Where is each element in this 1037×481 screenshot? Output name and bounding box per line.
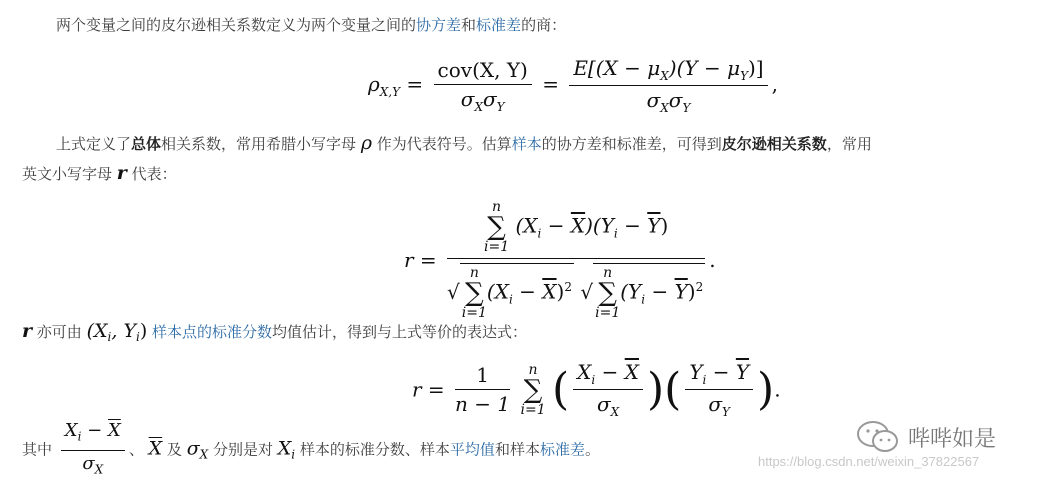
formula-population-correlation bbox=[368, 56, 778, 115]
numerator: cov(X, Y) bbox=[437, 57, 528, 82]
sigma: σ bbox=[646, 88, 661, 112]
sub: i bbox=[107, 330, 112, 344]
text: 。 bbox=[584, 440, 600, 459]
subscript: X,Y bbox=[379, 85, 401, 99]
wechat-icon bbox=[856, 420, 900, 454]
wechat-watermark bbox=[856, 420, 996, 454]
text: ，常用 bbox=[826, 135, 872, 153]
minus: − bbox=[617, 213, 648, 238]
square: 2 bbox=[695, 279, 704, 294]
math: (X bbox=[86, 320, 108, 342]
text: 样本点的 bbox=[147, 323, 213, 341]
text: 其中 bbox=[22, 440, 57, 459]
bold-total: 总体 bbox=[131, 135, 162, 153]
x-bar: $\overline{X}$ bbox=[624, 360, 639, 384]
text: 和样本 bbox=[494, 440, 540, 459]
fraction-x bbox=[573, 360, 643, 419]
comma: , bbox=[771, 72, 778, 96]
square: 2 bbox=[564, 279, 572, 294]
sum-bottom: i=1 bbox=[520, 401, 546, 418]
term: ) bbox=[660, 213, 669, 238]
text: 均值估计，得到与上式等价的表达式： bbox=[272, 323, 528, 341]
math: , Y bbox=[111, 320, 136, 342]
sub: i bbox=[537, 226, 542, 241]
paragraph-standard-score bbox=[22, 318, 527, 350]
numerator: )] bbox=[748, 56, 764, 80]
minus: − bbox=[541, 213, 571, 238]
period: . bbox=[774, 377, 781, 402]
minus: − bbox=[706, 360, 736, 384]
wechat-name: 哔哔如是 bbox=[908, 426, 997, 452]
sub: i bbox=[613, 226, 618, 241]
sub: i bbox=[77, 429, 82, 444]
sqrt-y: √n ∑ $i=1(Y_i - \overline{Y})^2$ bbox=[580, 265, 704, 321]
period: . bbox=[709, 248, 716, 272]
formula-sample-correlation bbox=[404, 200, 716, 320]
math: ) bbox=[139, 320, 148, 342]
term: )(Y bbox=[585, 213, 614, 238]
text: 作为代表符号。估算 bbox=[371, 135, 512, 153]
link-mean[interactable]: 平均值 bbox=[449, 440, 495, 459]
minus: − bbox=[512, 279, 543, 304]
text: 亦可由 bbox=[32, 323, 87, 341]
x: X bbox=[577, 360, 592, 384]
equals: = bbox=[427, 377, 445, 402]
sigma-sum: ∑ bbox=[598, 278, 617, 308]
link-standard-score[interactable]: 标准分数 bbox=[212, 323, 273, 341]
csdn-watermark: https://blog.csdn.net/weixin_37822567 bbox=[758, 454, 980, 469]
minus: − bbox=[645, 279, 675, 304]
sub: i bbox=[508, 292, 513, 307]
sigma: σ bbox=[668, 88, 683, 112]
fraction bbox=[569, 56, 767, 115]
x-bar: $\overline{X}$ bbox=[148, 437, 163, 460]
sum-bottom: i=1 bbox=[595, 305, 621, 321]
sub: i bbox=[591, 373, 596, 387]
x: X bbox=[64, 420, 78, 441]
bold-pearson: 皮尔逊相关系数 bbox=[721, 135, 827, 153]
text: 和 bbox=[461, 16, 477, 34]
sigma: σ bbox=[82, 452, 95, 474]
sub: X bbox=[94, 462, 104, 477]
sub: i bbox=[291, 447, 296, 462]
sub: X bbox=[660, 69, 669, 83]
paragraph-notes bbox=[22, 420, 600, 480]
sub: X bbox=[660, 101, 669, 115]
r-symbol: r bbox=[404, 248, 414, 272]
paragraph-sample bbox=[56, 130, 872, 157]
text: 上式定义了 bbox=[56, 135, 132, 153]
sub: Y bbox=[682, 101, 691, 115]
sigma-sum: ∑ bbox=[523, 374, 543, 405]
text: 代表： bbox=[126, 165, 177, 183]
r-symbol: r bbox=[22, 320, 33, 342]
text: 的商： bbox=[521, 16, 567, 34]
term: (X bbox=[515, 213, 538, 238]
summation bbox=[462, 266, 487, 320]
term: (X bbox=[486, 279, 509, 304]
sigma: σ bbox=[708, 392, 723, 416]
equals: = bbox=[419, 248, 437, 272]
minus: − bbox=[81, 420, 108, 441]
text: 英文小写字母 bbox=[22, 165, 117, 183]
summation bbox=[595, 266, 620, 320]
sum-top: n bbox=[603, 265, 613, 281]
sigma-sum: ∑ bbox=[465, 278, 484, 308]
sub: Y bbox=[722, 405, 730, 419]
y-bar: $\overline{Y}$ bbox=[735, 360, 750, 384]
numerator: )(Y − μ bbox=[668, 56, 741, 80]
text: 的协方差和标准差，可得到 bbox=[541, 135, 722, 153]
text: 分别是对 bbox=[208, 440, 278, 459]
math: X bbox=[277, 437, 292, 460]
sigma: σ bbox=[460, 86, 475, 111]
minus: − bbox=[595, 360, 625, 384]
y: Y bbox=[689, 360, 703, 384]
numerator: E[(X − μ bbox=[573, 56, 661, 80]
fraction-standard-score bbox=[61, 420, 125, 480]
fraction bbox=[455, 363, 510, 416]
formula-standard-score-correlation: r = $\frac{1}{n - 1}$ n ∑ i=1 ( $\frac{X_i - \overline{X}}{\sigma_X}$ )( $\frac{Y_i - \overline{Y}}{\sigma_Y}$ ). bbox=[412, 360, 781, 419]
text: 及 bbox=[162, 440, 187, 459]
sum-bottom: i=1 bbox=[484, 239, 510, 255]
y-bar: $\overline{Y}$ bbox=[674, 279, 688, 304]
rho-symbol: ρ bbox=[368, 72, 380, 96]
sigma: σ bbox=[483, 86, 497, 111]
x-bar: $\overline{X}$ bbox=[570, 213, 586, 238]
link-standard-deviation[interactable]: 标准差 bbox=[476, 16, 522, 34]
r-symbol: r bbox=[116, 162, 127, 184]
paragraph-sample-line2 bbox=[22, 160, 177, 187]
x-bar: $\overline{X}$ bbox=[107, 420, 121, 441]
sub: i bbox=[702, 373, 707, 387]
sub: i bbox=[641, 292, 646, 307]
r-symbol: r bbox=[412, 377, 422, 402]
sigma: σ bbox=[186, 437, 200, 460]
summation bbox=[520, 363, 545, 417]
equals: = bbox=[406, 72, 424, 96]
sub: X bbox=[474, 99, 483, 114]
link-standard-deviation[interactable]: 标准差 bbox=[539, 440, 585, 459]
sub: X bbox=[199, 447, 209, 462]
fraction bbox=[434, 58, 532, 114]
sub: Y bbox=[496, 99, 505, 114]
sum-top: n bbox=[492, 199, 502, 215]
sub: i bbox=[135, 330, 140, 344]
text: 样本的标准分数、样本 bbox=[295, 440, 450, 459]
n-minus-1: n − 1 bbox=[455, 392, 511, 416]
fraction bbox=[447, 200, 705, 320]
fraction-y bbox=[685, 360, 753, 419]
x-bar: $\overline{X}$ bbox=[542, 279, 557, 304]
y-bar: $\overline{Y}$ bbox=[647, 213, 661, 238]
sub: X bbox=[610, 405, 620, 419]
sigma: σ bbox=[596, 392, 611, 416]
term: (Y bbox=[620, 279, 642, 304]
equals: = bbox=[542, 72, 559, 96]
summation bbox=[484, 200, 509, 254]
text: 相关系数，常用希腊小写字母 bbox=[161, 135, 361, 153]
text: 两个变量之间的皮尔逊相关系数定义为两个变量之间的 bbox=[56, 16, 417, 34]
text: 、 bbox=[128, 440, 144, 459]
sum-top: n bbox=[469, 265, 479, 281]
sum-top: n bbox=[528, 361, 538, 378]
link-sample[interactable]: 样本 bbox=[511, 135, 542, 153]
sqrt-x: √n ∑ $i=1(X_i - \overline{X})^2$ bbox=[447, 265, 572, 321]
rho-symbol: ρ bbox=[360, 132, 372, 154]
sigma-sum: ∑ bbox=[487, 212, 506, 242]
one: 1 bbox=[476, 363, 489, 387]
link-covariance[interactable]: 协方差 bbox=[416, 16, 462, 34]
sum-bottom: i=1 bbox=[461, 305, 487, 321]
paragraph-definition bbox=[56, 12, 566, 38]
sub: Y bbox=[740, 69, 748, 83]
